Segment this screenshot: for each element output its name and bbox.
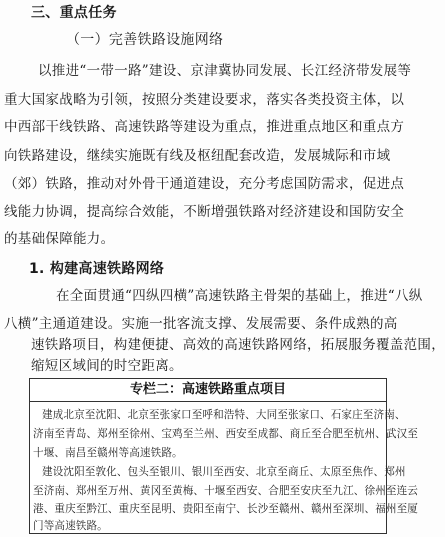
- section-heading: 三、重点任务: [31, 5, 117, 21]
- paragraph-line: 中西部干线铁路、高速铁路等建设为重点，推进重点地区和重点方: [4, 119, 405, 135]
- sidebar-box-line: 港、重庆至黔江、重庆至昆明、贵阳至南宁、长沙至赣州、赣州至深圳、福州至厦: [33, 503, 418, 515]
- sidebar-box-line: 至济南、郑州至万州、黄冈至黄梅、十堰至西安、合肥至安庆至九江、徐州至连云: [33, 485, 418, 497]
- paragraph-line: 缩短区域间的时空距离。: [31, 358, 183, 374]
- paragraph-line: （郊）铁路，推动对外骨干通道建设，充分考虑国防需求，促进点: [4, 176, 405, 192]
- sidebar-box-line: 建成北京至沈阳、北京至张家口至呼和浩特、大同至张家口、石家庄至济南、: [42, 409, 406, 421]
- sidebar-box-line: 建设沈阳至敦化、包头至银川、银川至西安、北京至商丘、太原至焦作、郑州: [42, 466, 406, 478]
- paragraph-line: 的基础保障能力。: [4, 231, 115, 247]
- paragraph-line: 重大国家战略为引领，按照分类建设要求，落实各类投资主体，以: [4, 92, 405, 108]
- subsection-title-rail-network: （一）完善铁路设施网络: [66, 32, 224, 48]
- sidebar-box-line: 济南至青岛、郑州至徐州、宝鸡至兰州、西安至成都、商丘至合肥至杭州、武汉至: [33, 428, 418, 440]
- paragraph-line: 在全面贯通“四纵四横”高速铁路主骨架的基础上，推进“八纵: [56, 288, 423, 304]
- subsection-heading: 1. 构建高速铁路网络: [29, 261, 165, 277]
- paragraph-line: 线能力协调，提高综合效能，不断增强铁路对经济建设和国防安全: [4, 204, 405, 220]
- paragraph-line: 速铁路项目，构建便捷、高效的高速铁路网络，拓展服务覆盖范围，: [31, 337, 445, 353]
- sidebar-box-line: 门等高速铁路。: [33, 520, 108, 532]
- sidebar-box-title: 专栏二：高速铁路重点项目: [30, 379, 386, 402]
- paragraph-line: 八横”主通道建设。实施一批客流支撑、发展需要、条件成熟的高: [4, 316, 398, 332]
- paragraph-line: 向铁路建设，继续实施既有线及枢纽配套改造，发展城际和市域: [4, 148, 391, 164]
- sidebar-box-key-projects: [29, 378, 418, 534]
- paragraph-line: 以推进“一带一路”建设、京津冀协同发展、长江经济带发展等: [38, 63, 412, 79]
- sidebar-box-line: 十堰、南昌至赣州等高速铁路。: [33, 447, 183, 459]
